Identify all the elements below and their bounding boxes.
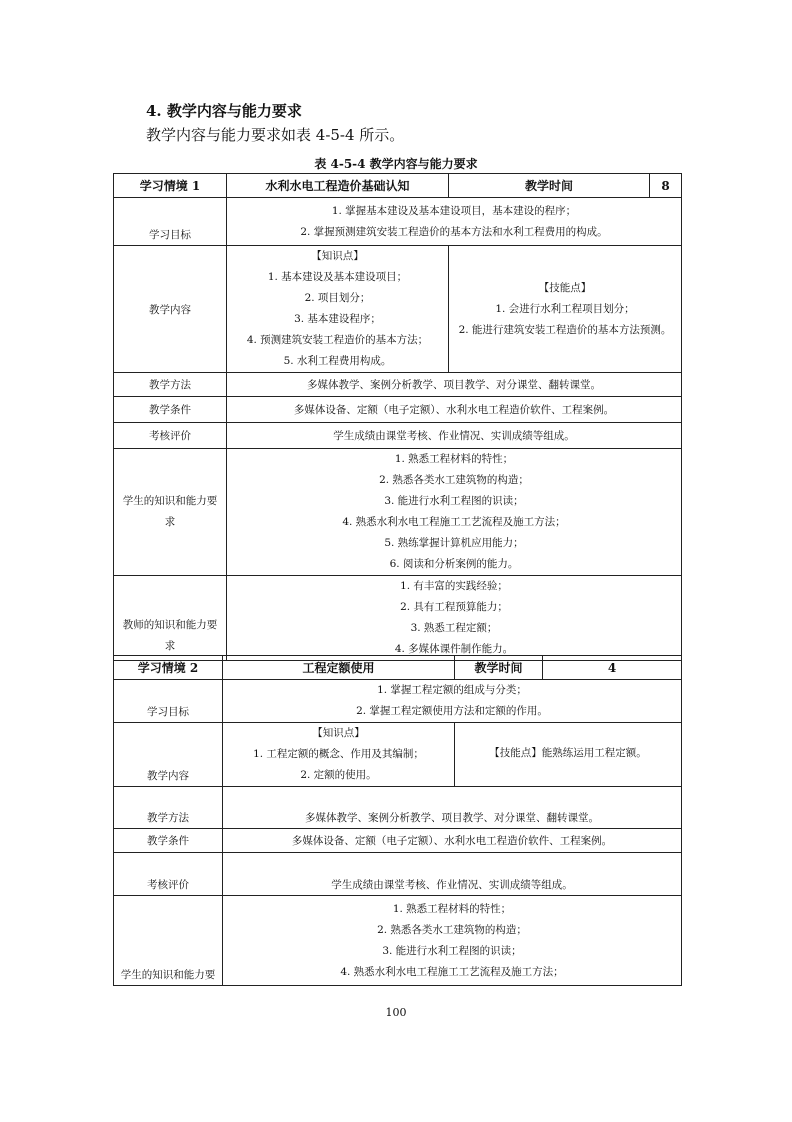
list-item: 2. 能进行建筑安装工程造价的基本方法预测。 xyxy=(458,323,672,336)
list-item: 3. 基本建设程序； xyxy=(294,313,381,325)
unit2-assessment-label: 考核评价 xyxy=(114,853,223,896)
unit2-method-label: 教学方法 xyxy=(114,787,223,829)
unit1-knowledge xyxy=(227,246,449,373)
list-item: 4. 预测建筑安装工程造价的基本方法； xyxy=(246,334,429,346)
unit1-hours: 8 xyxy=(650,174,682,198)
unit1-teacher xyxy=(227,576,682,661)
list-item: 2. 定额的使用。 xyxy=(300,769,377,781)
unit2-method: 多媒体教学、案例分析教学、项目教学、对分课堂、翻转课堂。 xyxy=(223,787,682,829)
table-caption: 表 4-5-4 教学内容与能力要求 xyxy=(314,157,478,171)
unit2-skills: 【技能点】能熟练运用工程定额。 xyxy=(455,723,682,787)
list-item: 1. 会进行水利工程项目划分； xyxy=(495,302,635,315)
unit1-title: 水利水电工程造价基础认知 xyxy=(227,174,449,198)
unit2-hours: 4 xyxy=(543,656,682,680)
page-number: 100 xyxy=(385,1006,407,1019)
list-item: 2. 掌握预测建筑安装工程造价的基本方法和水利工程费用的构成。 xyxy=(300,225,608,238)
unit2-hours-label: 教学时间 xyxy=(455,656,543,680)
unit2-objectives-label: 学习目标 xyxy=(114,680,223,723)
unit2-objectives xyxy=(223,680,682,723)
unit1-conditions: 多媒体设备、定额（电子定额）、水利水电工程造价软件、工程案例。 xyxy=(227,397,682,423)
unit1-objectives xyxy=(227,198,682,246)
unit2-knowledge xyxy=(223,723,455,787)
list-item: 【知识点】 xyxy=(311,250,364,262)
unit1-method: 多媒体教学、案例分析教学、项目教学、对分课堂、翻转课堂。 xyxy=(227,373,682,397)
unit2-assessment: 学生成绩由课堂考核、作业情况、实训成绩等组成。 xyxy=(223,853,682,896)
unit2-student-label: 学生的知识和能力要 xyxy=(114,896,223,986)
list-item: 1. 掌握工程定额的组成与分类； xyxy=(377,684,527,696)
section-heading: 4. 教学内容与能力要求 xyxy=(146,102,302,120)
list-item: 2. 熟悉各类水工建筑物的构造； xyxy=(379,474,529,486)
unit1-label: 学习情境 1 xyxy=(114,174,227,198)
list-item: 3. 熟悉工程定额； xyxy=(410,622,498,634)
list-item: 1. 基本建设及基本建设项目； xyxy=(267,271,408,283)
unit1-conditions-label: 教学条件 xyxy=(114,397,227,423)
unit2-table xyxy=(113,655,682,986)
unit2-conditions-label: 教学条件 xyxy=(114,829,223,853)
list-item: 1. 掌握基本建设及基本建设项目，基本建设的程序； xyxy=(331,204,577,217)
unit1-teacher-label: 教师的知识和能力要 求 xyxy=(114,576,227,661)
unit2-student xyxy=(223,896,682,986)
unit1-table xyxy=(113,173,682,661)
list-item: 1. 工程定额的概念、作用及其编制； xyxy=(253,748,424,760)
list-item: 2. 掌握工程定额使用方法和定额的作用。 xyxy=(356,705,548,717)
list-item: 5. 水利工程费用构成。 xyxy=(283,355,392,367)
unit1-content-label: 教学内容 xyxy=(114,246,227,373)
unit1-objectives-label: 学习目标 xyxy=(114,198,227,246)
list-item: 4. 多媒体课件制作能力。 xyxy=(394,643,514,655)
list-item: 2. 熟悉各类水工建筑物的构造； xyxy=(377,923,527,936)
list-item: 【技能点】 xyxy=(538,281,592,294)
list-item: 1. 熟悉工程材料的特性； xyxy=(394,453,514,465)
list-item: 4. 熟悉水利水电工程施工工艺流程及施工方法； xyxy=(340,965,564,978)
unit1-student xyxy=(227,449,682,576)
list-item: 5. 熟练掌握计算机应用能力； xyxy=(384,537,524,549)
list-item: 1. 有丰富的实践经验； xyxy=(400,580,508,592)
unit2-conditions: 多媒体设备、定额（电子定额）、水利水电工程造价软件、工程案例。 xyxy=(223,829,682,853)
unit1-assessment-label: 考核评价 xyxy=(114,423,227,449)
unit1-method-label: 教学方法 xyxy=(114,373,227,397)
list-item: 3. 能进行水利工程图的识读； xyxy=(382,944,522,957)
unit2-content-label: 教学内容 xyxy=(114,723,223,787)
unit1-skills xyxy=(449,246,682,373)
list-item: 6. 阅读和分析案例的能力。 xyxy=(389,558,519,570)
unit2-title: 工程定额使用 xyxy=(223,656,455,680)
unit1-student-label: 学生的知识和能力要 求 xyxy=(114,449,227,576)
unit1-hours-label: 教学时间 xyxy=(449,174,650,198)
unit1-assessment: 学生成绩由课堂考核、作业情况、实训成绩等组成。 xyxy=(227,423,682,449)
section-intro: 教学内容与能力要求如表 4-5-4 所示。 xyxy=(146,126,405,144)
unit2-label: 学习情境 2 xyxy=(114,656,223,680)
list-item: 4. 熟悉水利水电工程施工工艺流程及施工方法； xyxy=(342,516,566,528)
list-item: 2. 项目划分； xyxy=(304,292,371,304)
list-item: 【知识点】 xyxy=(312,727,365,739)
list-item: 1. 熟悉工程材料的特性； xyxy=(392,902,512,915)
list-item: 3. 能进行水利工程图的识读； xyxy=(384,495,524,507)
list-item: 2. 具有工程预算能力； xyxy=(400,601,508,613)
